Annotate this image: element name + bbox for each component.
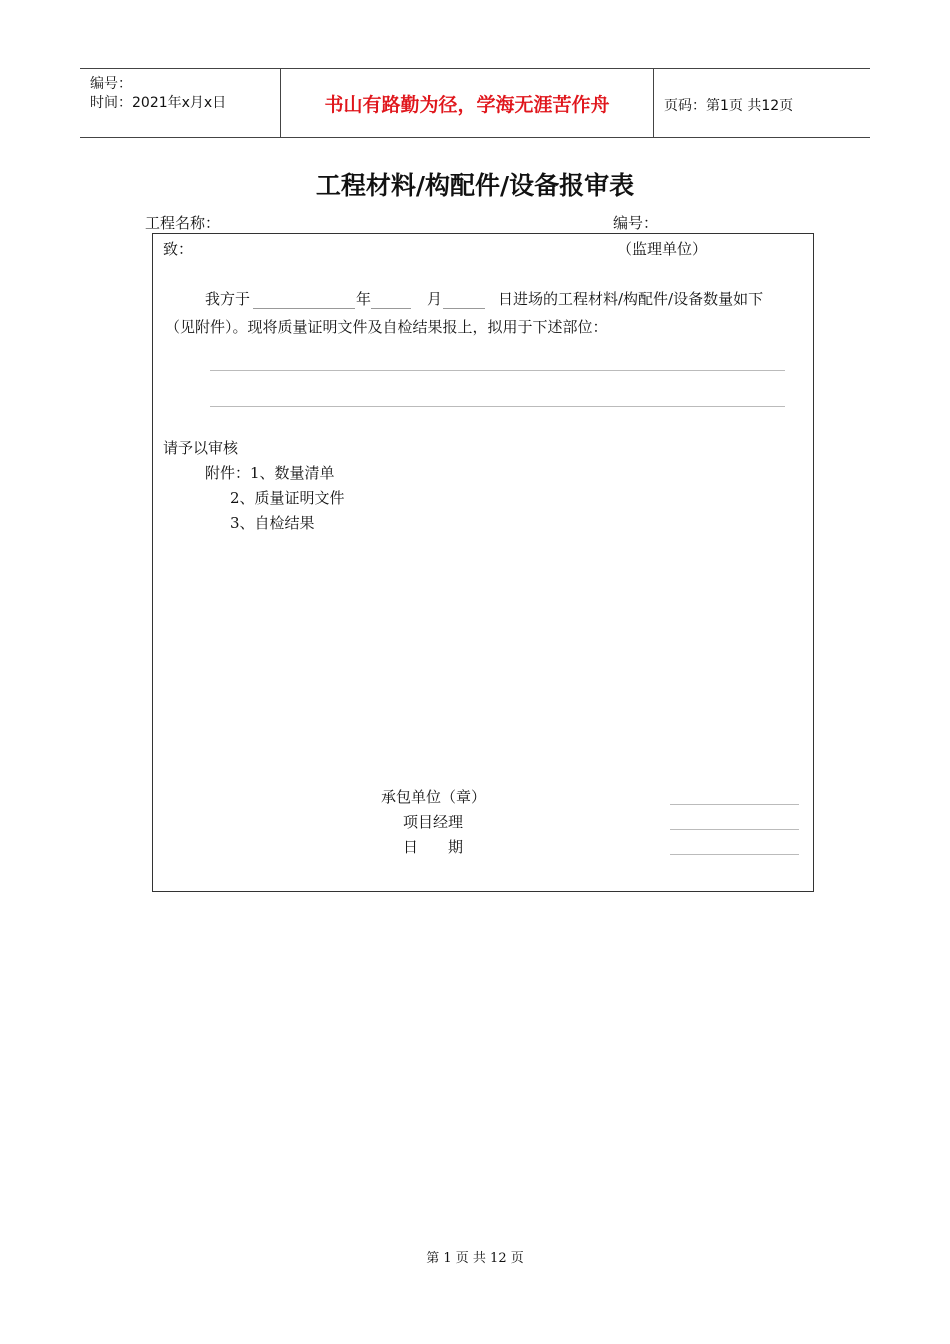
- manager-label: 项目经理: [403, 813, 464, 831]
- location-line-2: [210, 406, 785, 407]
- time-label: 时间：2021年x月x日: [90, 95, 227, 111]
- serial-label: 编号：: [90, 76, 132, 92]
- date-signature-line: [670, 854, 799, 855]
- page-footer: 第 1 页 共 12 页: [426, 1251, 524, 1266]
- request-text: 请予以审核: [163, 439, 239, 457]
- date-label: 日 期: [403, 838, 464, 856]
- date-day-blank: [443, 308, 485, 309]
- header-table: [80, 68, 870, 138]
- form-body: [152, 233, 814, 892]
- body-line2: （见附件）。现将质量证明文件及自检结果报上，拟用于下述部位：: [165, 318, 608, 336]
- header-meta-cell: [80, 69, 281, 137]
- attachment-item-1: 附件：1、数量清单: [205, 464, 335, 482]
- to-label: 致：: [163, 240, 194, 258]
- body-lead-text: 我方于: [205, 290, 251, 308]
- year-text: 年: [356, 290, 372, 308]
- manager-signature-line: [670, 829, 799, 830]
- form-title: 工程材料/构配件/设备报审表: [315, 171, 635, 200]
- contractor-signature-line: [670, 804, 799, 805]
- month-text: 月: [427, 290, 443, 308]
- motto-text: 书山有路勤为径，学海无涯苦作舟: [281, 69, 654, 137]
- location-line-1: [210, 370, 785, 371]
- project-name-label: 工程名称：: [145, 214, 221, 232]
- date-year-blank: [253, 308, 355, 309]
- attachment-item-3: 3、自检结果: [230, 514, 315, 532]
- body-line1-rest: 日进场的工程材料/构配件/设备数量如下: [498, 290, 764, 308]
- contractor-label: 承包单位（章）: [381, 788, 487, 806]
- attachment-item-2: 2、质量证明文件: [230, 489, 345, 507]
- date-month-blank: [371, 308, 411, 309]
- page-info: 页码：第1页 共12页: [664, 98, 794, 114]
- supervisor-label: （监理单位）: [617, 240, 708, 258]
- form-number-label: 编号：: [613, 214, 659, 232]
